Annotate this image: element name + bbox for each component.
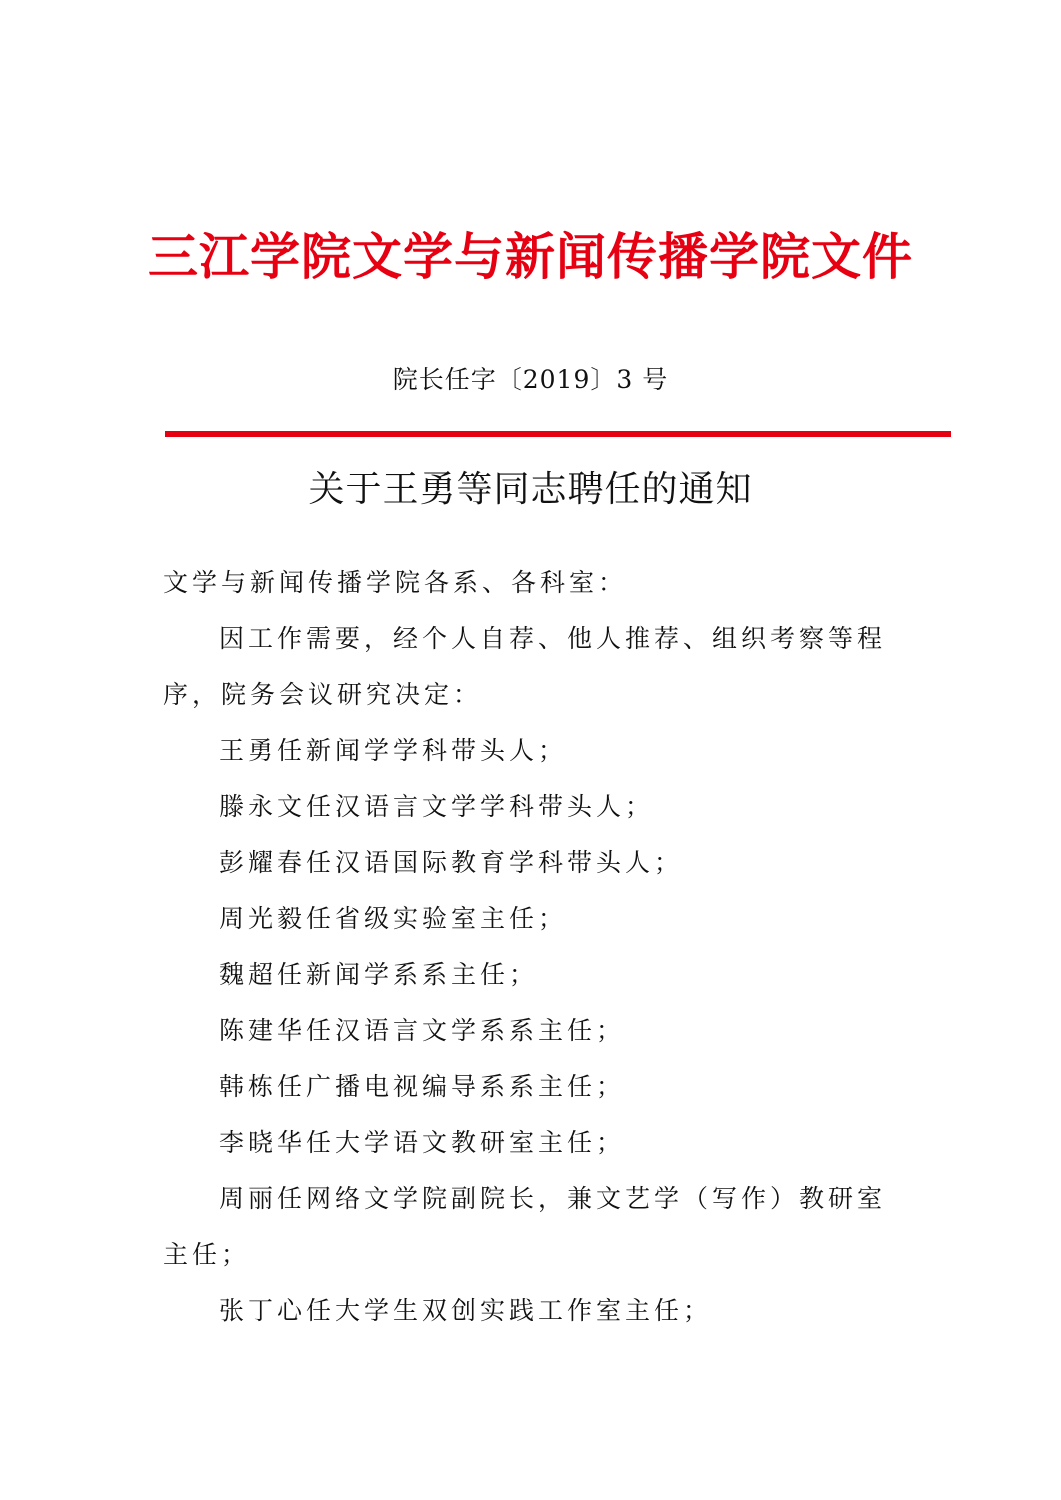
salutation: 文学与新闻传播学院各系、各科室： bbox=[163, 568, 628, 597]
document-number: 院长任字〔2019〕3 号 bbox=[392, 365, 669, 394]
appointment-item: 张丁心任大学生双创实践工作室主任； bbox=[219, 1296, 713, 1325]
appointment-item: 陈建华任汉语言文学系系主任； bbox=[219, 1016, 626, 1045]
appointment-item: 周丽任网络文学院副院长，兼文艺学（写作）教研室主任； bbox=[163, 1184, 887, 1269]
appointment-item: 魏超任新闻学系系主任； bbox=[219, 960, 539, 989]
appointment-item: 彭耀春任汉语国际教育学科带头人； bbox=[219, 848, 684, 877]
document-header-title: 三江学院文学与新闻传播学院文件 bbox=[148, 228, 913, 286]
appointment-item: 李晓华任大学语文教研室主任； bbox=[219, 1128, 626, 1157]
notice-title: 关于王勇等同志聘任的通知 bbox=[308, 469, 753, 510]
intro-paragraph: 因工作需要，经个人自荐、他人推荐、组织考察等程序，院务会议研究决定： bbox=[163, 624, 887, 709]
notice-body bbox=[163, 555, 903, 1339]
appointment-item: 滕永文任汉语言文学学科带头人； bbox=[219, 792, 655, 821]
appointment-item: 王勇任新闻学学科带头人； bbox=[219, 736, 568, 765]
appointment-item: 周光毅任省级实验室主任； bbox=[219, 904, 568, 933]
appointment-item: 韩栋任广播电视编导系系主任； bbox=[219, 1072, 626, 1101]
red-divider-line bbox=[165, 431, 951, 437]
